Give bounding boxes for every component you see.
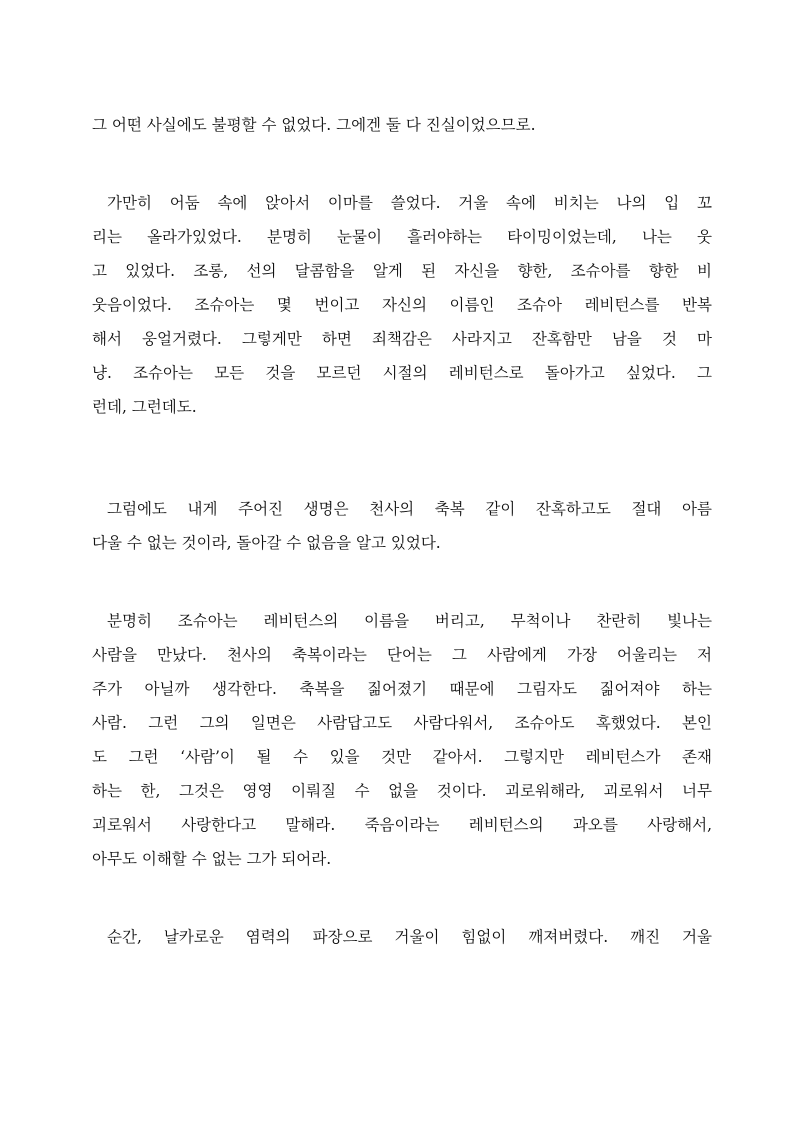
text-line: 그럼에도 내게 주어진 생명은 천사의 축복 같이 잔혹하고도 절대 아름 — [107, 500, 712, 518]
text-line: 도 그런 ‘사람’이 될 수 있을 것만 같아서. 그렇지만 레비턴스가 존재 — [92, 748, 712, 766]
text-line: 분명히 조슈아는 레비턴스의 이름을 버리고, 무척이나 찬란히 빛나는 — [107, 612, 712, 630]
text-line: 그 어떤 사실에도 불평할 수 없었다. 그에겐 둘 다 진실이었으므로. — [92, 116, 536, 134]
text-line: 해서 웅얼거렸다. 그렇게만 하면 죄책감은 사라지고 잔혹함만 남을 것 마 — [92, 330, 712, 348]
text-line: 아무도 이해할 수 없는 그가 되어라. — [92, 850, 332, 868]
text-line: 사람을 만났다. 천사의 축복이라는 단어는 그 사람에게 가장 어울리는 저 — [92, 646, 712, 664]
text-line: 런데, 그런데도. — [92, 398, 197, 416]
text-line: 사람. 그런 그의 일면은 사람답고도 사람다워서, 조슈아도 혹했었다. 본인 — [92, 714, 712, 732]
text-line: 가만히 어둠 속에 앉아서 이마를 쓸었다. 거울 속에 비치는 나의 입 꼬 — [107, 194, 712, 212]
text-line: 하는 한, 그것은 영영 이뤄질 수 없을 것이다. 괴로워해라, 괴로워서 너무 — [92, 782, 712, 800]
text-line: 주가 아닐까 생각한다. 축복을 짊어졌기 때문에 그림자도 짊어져야 하는 — [92, 680, 712, 698]
text-line: 괴로워서 사랑한다고 말해라. 죽음이라는 레비턴스의 과오를 사랑해서, — [92, 816, 712, 834]
text-line: 순간, 날카로운 염력의 파장으로 거울이 힘없이 깨져버렸다. 깨진 거울 — [107, 928, 712, 946]
text-line: 리는 올라가있었다. 분명히 눈물이 흘러야하는 타이밍이었는데, 나는 웃 — [92, 228, 712, 246]
text-line: 웃음이었다. 조슈아는 몇 번이고 자신의 이름인 조슈아 레비턴스를 반복 — [92, 296, 712, 314]
text-line: 다울 수 없는 것이라, 돌아갈 수 없음을 알고 있었다. — [92, 534, 441, 552]
text-line: 고 있었다. 조롱, 선의 달콤함을 알게 된 자신을 향한, 조슈아를 향한 비 — [92, 262, 712, 280]
text-line: 냥. 조슈아는 모든 것을 모르던 시절의 레비턴스로 돌아가고 싶었다. 그 — [92, 364, 712, 382]
